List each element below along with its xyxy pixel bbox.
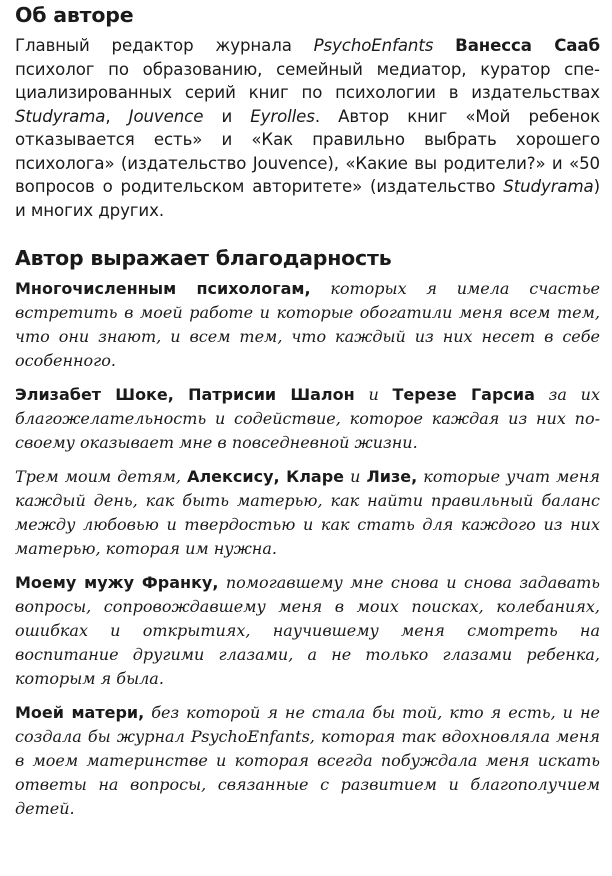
thanks-p3-bold-2: Лизе,	[366, 467, 418, 486]
about-text-2	[433, 36, 455, 55]
thanks-heading: Автор выражает благодарность	[15, 246, 392, 270]
thanks-paragraph-5	[15, 701, 600, 821]
thanks-p5-bold: Моей матери,	[15, 703, 145, 722]
about-author-name: Ванесса Сааб	[455, 36, 600, 55]
about-text-4: ,	[105, 106, 129, 126]
thanks-p3-bold-1: Алексису, Кларе	[187, 467, 345, 486]
thanks-p4-bold: Моему мужу Франку,	[15, 573, 219, 592]
about-text-1: Главный редактор журнала	[15, 36, 314, 55]
about-text-6: . Автор книг «Мой ребенок отказывается есть» и «Как правильно выбрать хорошего психолога» (издательство Jouvence), «Какие вы родители?» и «50 вопросов о родительском авторитете» (издательство	[15, 106, 600, 196]
about-publisher-2: Jouvence	[128, 106, 204, 126]
thanks-paragraph-3	[15, 465, 600, 561]
about-text-5: и	[203, 106, 251, 126]
thanks-p2-text-2: за их благожелательность и содействие, которое каждая из них по-своему оказывает мне в повседневной жизни.	[15, 385, 601, 452]
thanks-p1-bold: Многочисленным психологам,	[15, 279, 311, 298]
thanks-p1-text: которых я имела счастье встретить в моей работе и которые обогатили меня всем тем, что они знают, и всем тем, что каждый из них несет в себе особенного.	[15, 279, 600, 370]
thanks-paragraph-2	[15, 383, 600, 455]
thanks-paragraph-4	[15, 571, 600, 691]
thanks-p2-bold-2: Терезе Гарсиа	[392, 385, 535, 404]
thanks-p2-bold-1: Элизабет Шоке, Патрисии Шалон	[15, 385, 355, 404]
thanks-p3-text-3: которые учат меня каждый день, как быть матерью, как найти правильный баланс между любовью и твердостью и как стать для каждого из них матерью, которая им нужна.	[15, 467, 601, 558]
about-heading: Об авторе	[15, 3, 134, 27]
thanks-p3-text-2: и	[344, 467, 367, 486]
about-publisher-4: Studyrama	[503, 177, 594, 196]
about-publisher-3: Eyrolles	[250, 106, 315, 126]
about-text-7: ) и многих других.	[15, 177, 600, 220]
thanks-p2-text-1: и	[354, 385, 393, 404]
thanks-p3-text-1: Трем моим детям,	[15, 467, 188, 486]
thanks-paragraph-1	[15, 277, 600, 373]
about-magazine-name: PsychoEnfants	[313, 36, 434, 55]
about-paragraph	[15, 34, 600, 222]
thanks-p4-text: помогавшему мне снова и снова задавать вопросы, сопровождавшему меня в моих поисках, колебаниях, ошибках и открытиях, научившему меня смотреть на воспитание другими глазами, а не только глазами ребенка, которым я была.	[15, 573, 600, 688]
thanks-p5-text: без которой я не стала бы той, кто я есть, и не создала бы журнал PsychoEnfants, которая так вдохновляла меня в моем материнстве и которая всегда побуждала меня искать ответы на вопросы, связанные с развитием и благополучием детей.	[15, 703, 600, 818]
about-text-3: психолог по образованию, семейный медиатор, куратор специализированных серий книг по психологии в издательствах	[15, 59, 600, 102]
about-publisher-1: Studyrama	[15, 106, 106, 126]
